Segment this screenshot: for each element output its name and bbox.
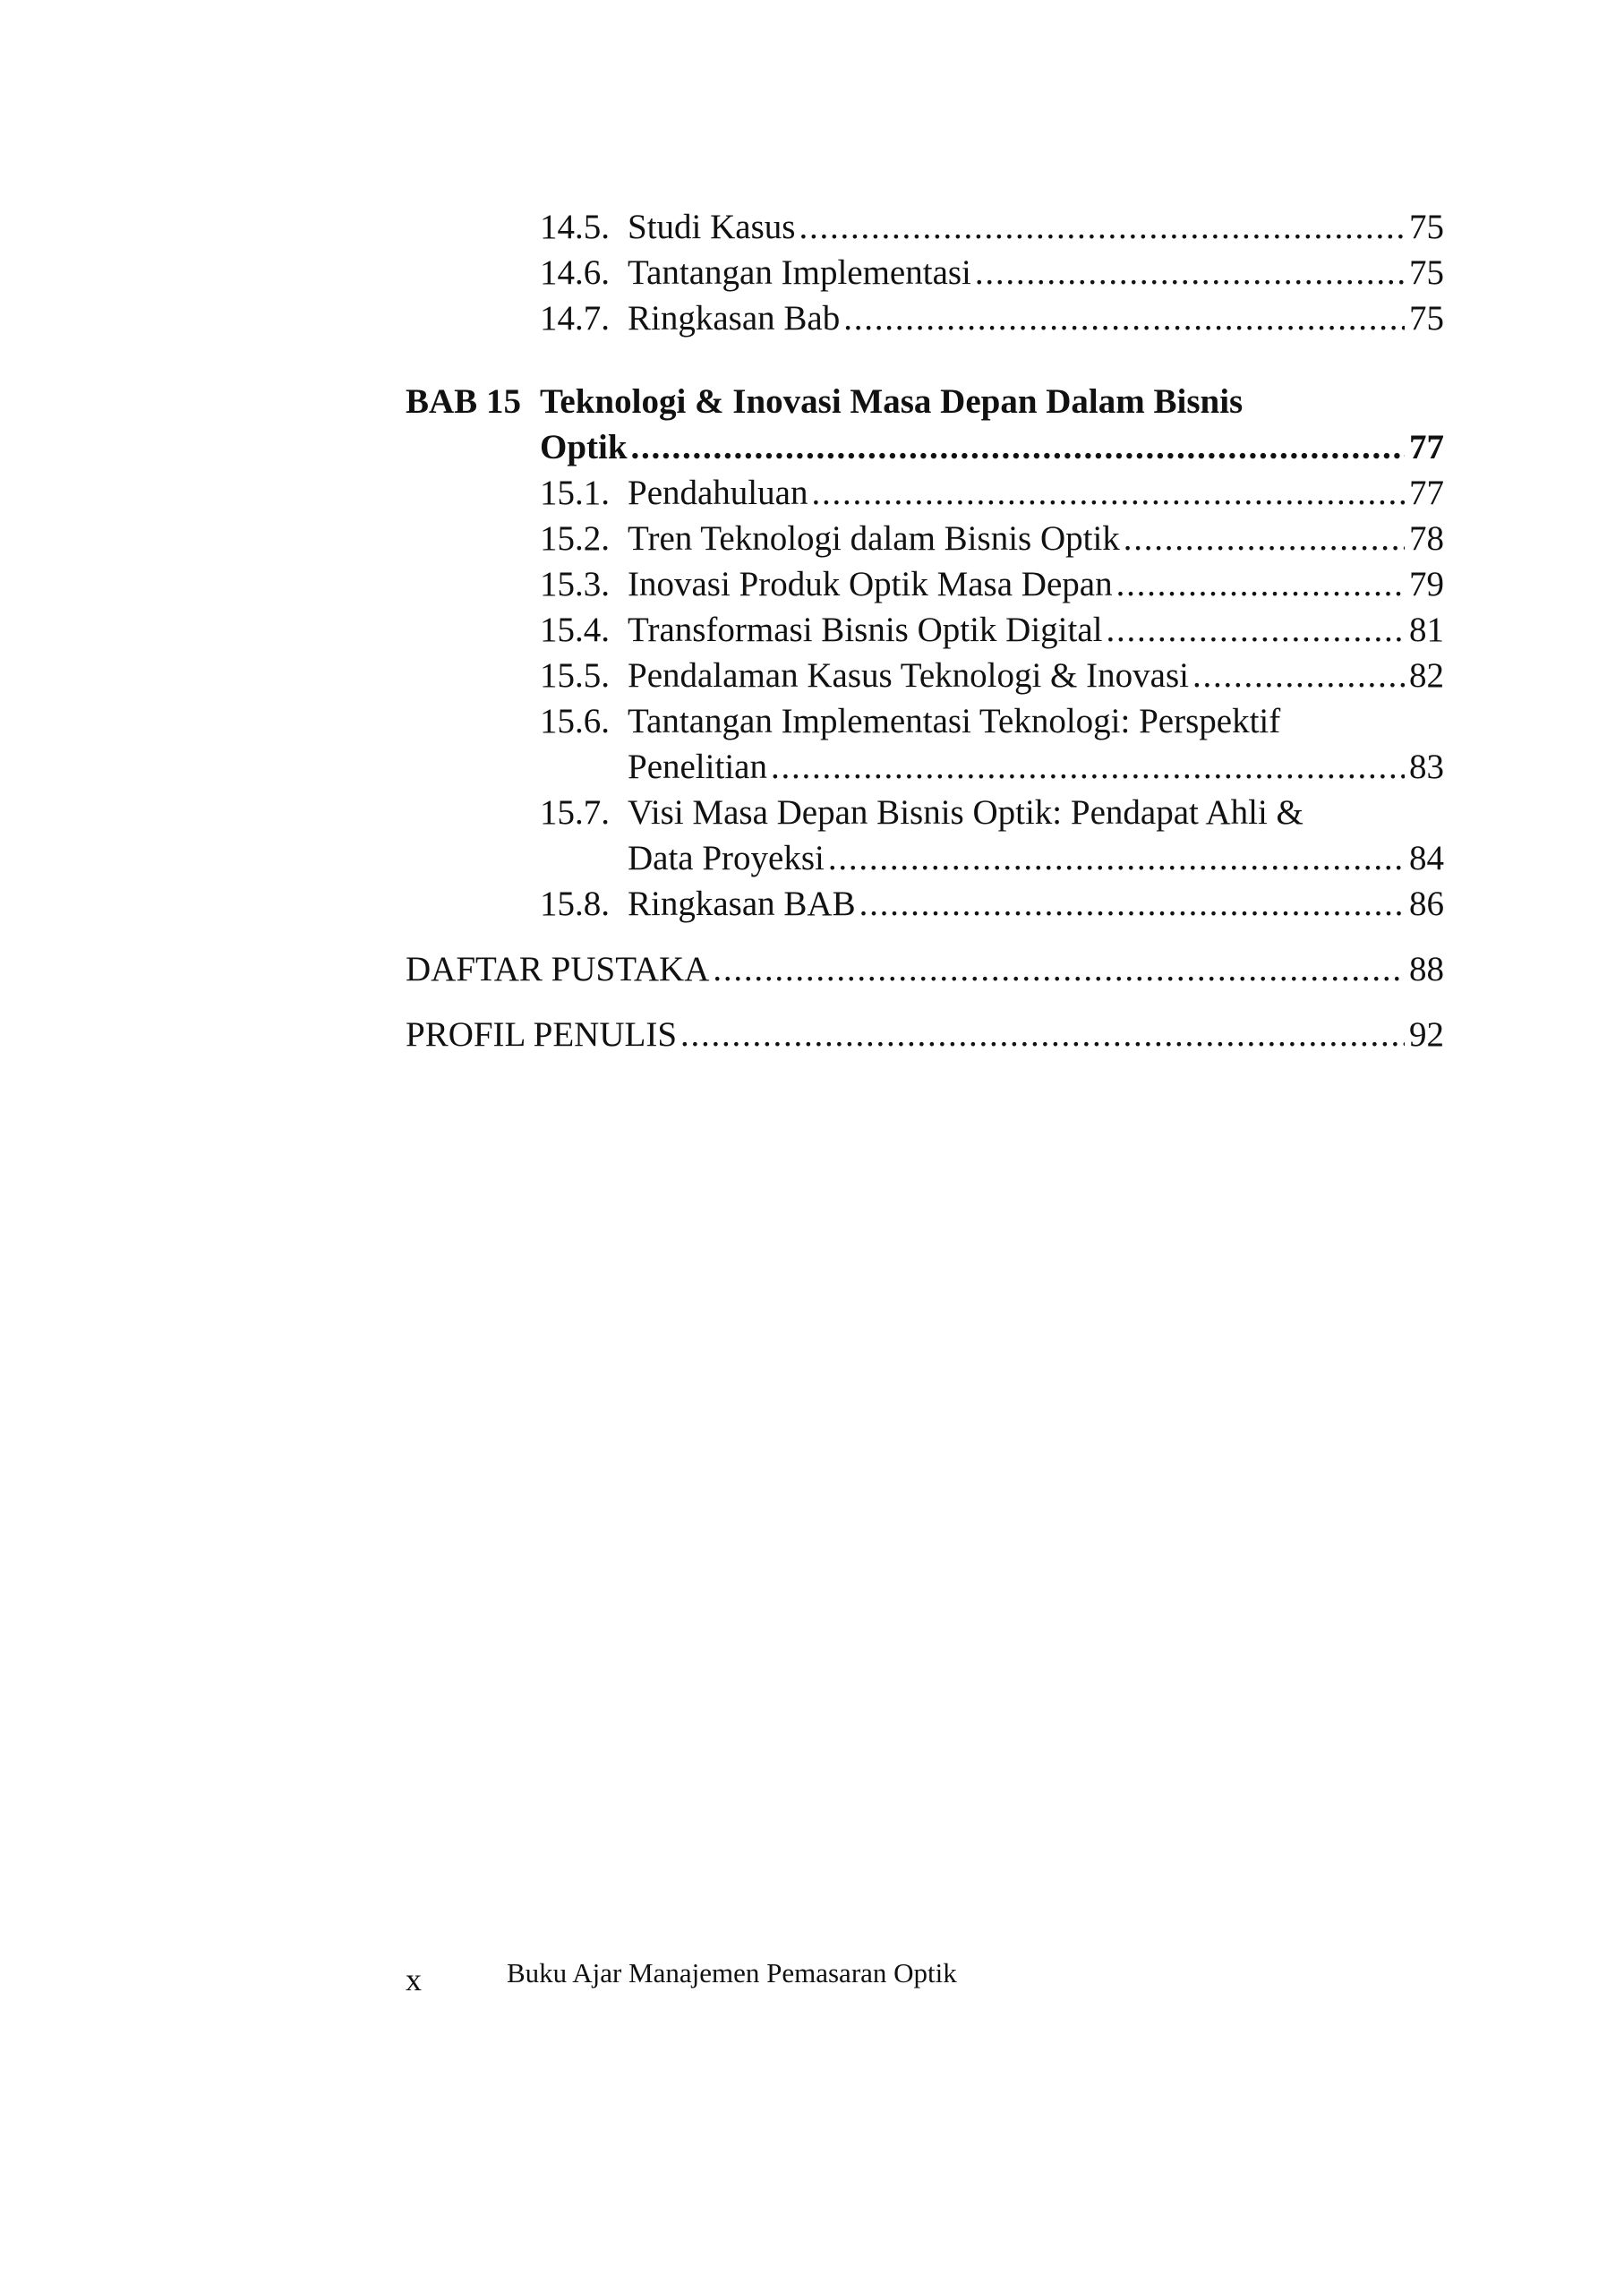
toc-entry-14-5[interactable] [406, 204, 1444, 251]
toc-entry-title: Pendahuluan [628, 474, 808, 512]
toc-entry-title-line2: Data Proyeksi [628, 839, 825, 877]
toc-entry-title-row [628, 250, 1444, 296]
toc-entry-15-5[interactable] [406, 653, 1444, 699]
toc-entry-title: Transformasi Bisnis Optik Digital [628, 611, 1103, 649]
toc-entry-title: Ringkasan Bab [628, 299, 841, 338]
dot-leader [1107, 607, 1406, 654]
toc-entry-number: 15.1. [540, 474, 610, 512]
toc-entry-number: 15.3. [540, 565, 610, 603]
dot-leader [631, 424, 1405, 471]
toc-page-number: 79 [1409, 565, 1444, 603]
toc-entry-15-2[interactable] [406, 516, 1444, 562]
toc-page-number: 77 [1409, 474, 1444, 512]
dot-leader [1124, 516, 1405, 562]
toc-page-number: 83 [1409, 748, 1444, 786]
toc-entry-title-row [628, 744, 1444, 791]
toc-entry-title: Tren Teknologi dalam Bisnis Optik [628, 519, 1120, 558]
toc-entry-15-4[interactable] [406, 607, 1444, 654]
toc-entry-title-row [628, 516, 1444, 562]
toc-chapter-15-heading[interactable] [406, 379, 1444, 425]
toc-entry-title-row [628, 470, 1444, 517]
toc-entry-title-row [628, 607, 1444, 654]
footer-book-title: Buku Ajar Manajemen Pemasaran Optik [507, 1957, 957, 1988]
toc-page-number: 86 [1409, 885, 1444, 923]
toc-entry-title-row [628, 204, 1444, 251]
toc-entry-title-row [628, 561, 1444, 608]
toc-page-number: 78 [1409, 519, 1444, 558]
toc-entry-15-3[interactable] [406, 561, 1444, 608]
toc-entry-title: Inovasi Produk Optik Masa Depan [628, 565, 1113, 603]
toc-entry-title: Ringkasan BAB [628, 885, 856, 923]
toc-entry-number: 14.5. [540, 208, 610, 246]
toc-entry-title: PROFIL PENULIS [406, 1015, 678, 1054]
chapter-title-line2: Optik [540, 428, 628, 466]
toc-entry-title-row [406, 1012, 1444, 1058]
dot-leader [680, 1012, 1405, 1058]
toc-entry-15-6[interactable] [406, 698, 1444, 745]
dot-leader [975, 250, 1405, 296]
toc-entry-title: Pendalaman Kasus Teknologi & Inovasi [628, 656, 1189, 695]
toc-entry-15-7-cont[interactable] [406, 835, 1444, 882]
dot-leader [1192, 653, 1405, 699]
toc-entry-number: 15.6. [540, 702, 610, 740]
toc-entry-title-row [628, 881, 1444, 928]
dot-leader [713, 946, 1405, 993]
dot-leader [799, 204, 1405, 251]
toc-page-number: 77 [1409, 428, 1444, 466]
toc-entry-number: 14.6. [540, 253, 610, 292]
toc-entry-title-row [628, 835, 1444, 882]
toc-entry-title-row [628, 295, 1444, 342]
toc-entry-title: Studi Kasus [628, 208, 796, 246]
toc-page-number: 88 [1409, 950, 1444, 988]
toc-entry-14-6[interactable] [406, 250, 1444, 296]
toc-page-number: 75 [1409, 253, 1444, 292]
chapter-title-row [540, 379, 1444, 425]
toc-page-number: 92 [1409, 1015, 1444, 1054]
toc-entry-15-6-cont[interactable] [406, 744, 1444, 791]
toc-entry-14-7[interactable] [406, 295, 1444, 342]
toc-entry-title-row [628, 790, 1444, 836]
toc-entry-number: 15.4. [540, 611, 610, 649]
toc-page-number: 84 [1409, 839, 1444, 877]
toc-chapter-15-heading-cont[interactable] [406, 424, 1444, 471]
toc-page-number: 81 [1409, 611, 1444, 649]
dot-leader [859, 881, 1405, 928]
toc-entry-title-line1: Tantangan Implementasi Teknologi: Perspektif [628, 702, 1281, 740]
toc-entry-15-7[interactable] [406, 790, 1444, 836]
toc-entry-title: Tantangan Implementasi [628, 253, 971, 292]
dot-leader [828, 835, 1405, 882]
toc-entry-number: 15.5. [540, 656, 610, 695]
chapter-label: BAB 15 [406, 382, 521, 421]
dot-leader [843, 295, 1405, 342]
toc-entry-title-line1: Visi Masa Depan Bisnis Optik: Pendapat Ahli & [628, 793, 1303, 832]
toc-entry-number: 14.7. [540, 299, 610, 338]
toc-entry-number: 15.2. [540, 519, 610, 558]
toc-page-number: 75 [1409, 299, 1444, 338]
toc-page-number: 82 [1409, 656, 1444, 695]
toc-entry-15-8[interactable] [406, 881, 1444, 928]
dot-leader [771, 744, 1405, 791]
dot-leader [811, 470, 1405, 517]
dot-leader [1116, 561, 1405, 608]
toc-profil-penulis[interactable] [406, 1012, 1444, 1058]
toc-entry-number: 15.8. [540, 885, 610, 923]
toc-entry-title-line2: Penelitian [628, 748, 767, 786]
toc-entry-title-row [406, 946, 1444, 993]
toc-entry-title-row [628, 698, 1444, 745]
toc-entry-number: 15.7. [540, 793, 610, 832]
toc-daftar-pustaka[interactable] [406, 946, 1444, 993]
chapter-title-line1: Teknologi & Inovasi Masa Depan Dalam Bisnis [540, 382, 1244, 421]
toc-page-number: 75 [1409, 208, 1444, 246]
toc-entry-title-row [628, 653, 1444, 699]
toc-entry-15-1[interactable] [406, 470, 1444, 517]
footer-page-number: x [406, 1962, 422, 1997]
chapter-title-row [540, 424, 1444, 471]
toc-entry-title: DAFTAR PUSTAKA [406, 950, 710, 988]
